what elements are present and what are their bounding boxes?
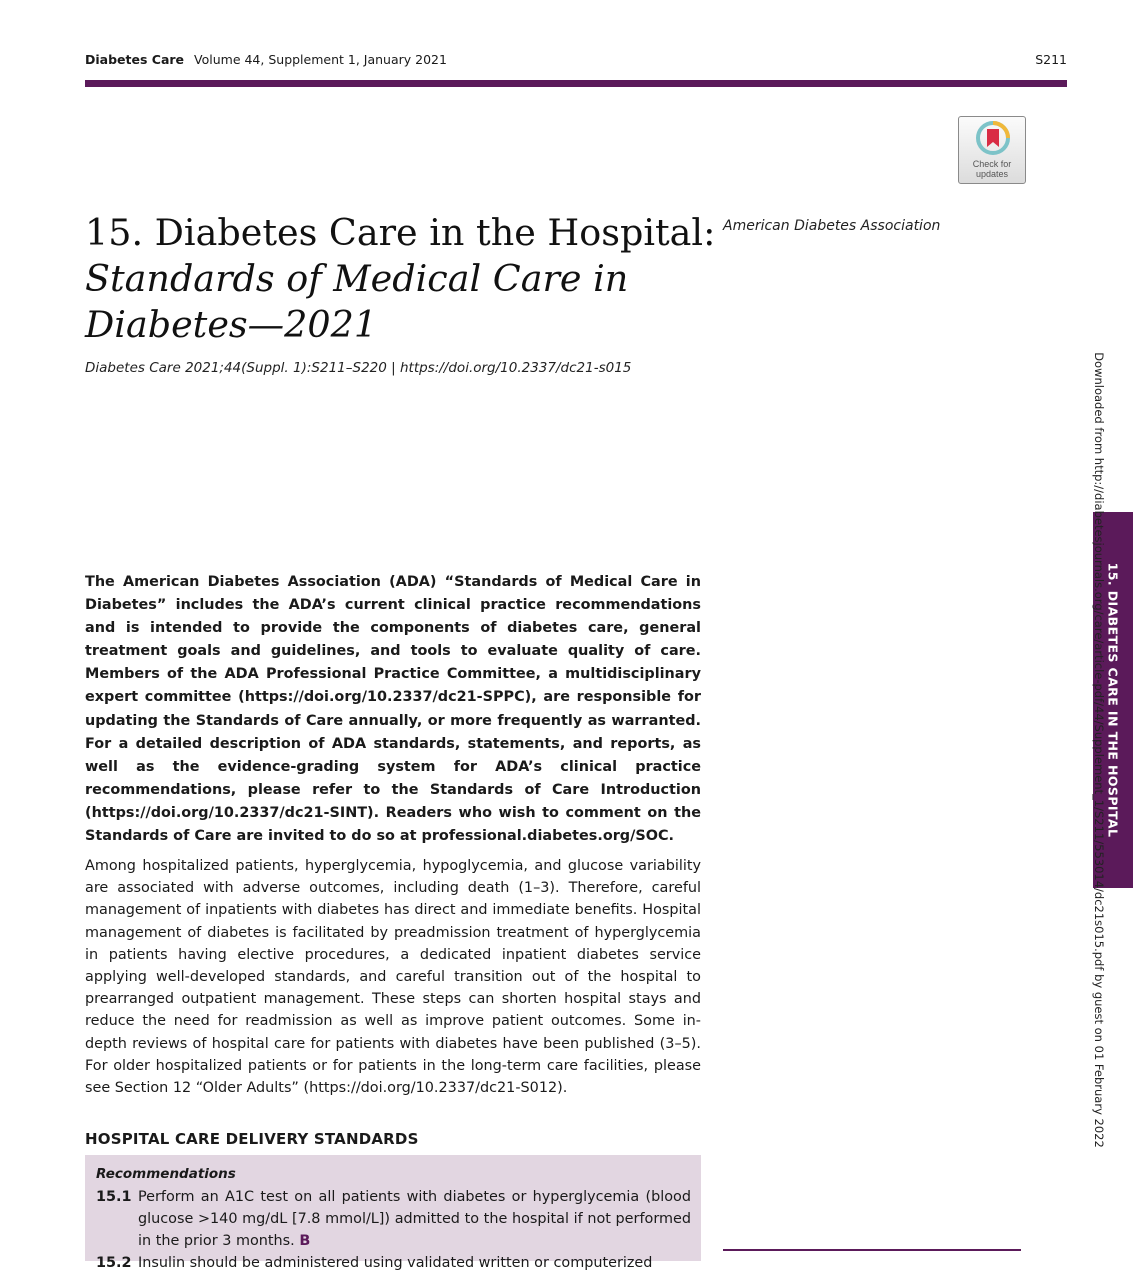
journal-name: Diabetes Care	[85, 52, 185, 67]
bookmark-ribbon-icon	[976, 120, 1010, 156]
citation-line: Diabetes Care 2021;44(Suppl. 1):S211–S220 | https://doi.org/10.2337/dc21-s015	[85, 360, 632, 376]
column-rule	[723, 1249, 1021, 1251]
badge-label-line1: Check for	[972, 159, 1012, 169]
page-number: S211	[1035, 52, 1067, 67]
recommendations-title: Recommendations	[96, 1166, 236, 1182]
badge-label-line2: updates	[975, 169, 1009, 179]
section-heading: HOSPITAL CARE DELIVERY STANDARDS	[85, 1130, 419, 1148]
recommendations-box	[85, 1155, 701, 1271]
recommendation-number: 15.1	[96, 1189, 132, 1205]
recommendation-item	[96, 1252, 691, 1274]
running-head	[85, 52, 1067, 70]
header-rule	[85, 80, 1067, 87]
article-title	[85, 210, 725, 348]
recommendation-item	[96, 1186, 691, 1253]
recommendation-text: Insulin should be administered using validated written or computerized	[138, 1255, 653, 1271]
issue-info: Volume 44, Supplement 1, January 2021	[194, 52, 447, 67]
side-tab-label: 15. DIABETES CARE IN THE HOSPITAL	[1105, 562, 1121, 838]
intro-paragraph: Among hospitalized patients, hyperglycemia, hypoglycemia, and glucose variability are associated with adverse outcomes, including death (1–3). Therefore, careful management of inpatients with diabetes has direct and immediate benefits. Hospital management of diabetes is facilitated by preadmission treatment of hyperglycemia in patients having elective procedures, a dedicated inpatient diabetes service applying well-developed standards, and careful transition out of the hospital to prearranged outpatient management. These steps can shorten hospital stays and reduce the need for readmission as well as improve patient outcomes. Some in-depth reviews of hospital care for patients with diabetes have been published (3–5). For older hospitalized patients or for patients in the long-term care facilities, please see Section 12 “Older Adults” (https://doi.org/10.2337/dc21-S012).	[85, 858, 701, 1097]
recommendation-text: Perform an A1C test on all patients with diabetes or hyperglycemia (blood glucose >140 mg/dL [7.8 mmol/L]) admitted to the hospital if not performed in the prior 3 months.	[138, 1189, 691, 1250]
abstract: The American Diabetes Association (ADA) “Standards of Medical Care in Diabetes” includes the ADA’s current clinical practice recommendations and is intended to provide the components of diabetes care, general treatment goals and guidelines, and tools to evaluate quality of care. Members of the ADA Professional Practice Committee, a multidisciplinary expert committee (https://doi.org/10.2337/dc21-SPPC), are responsible for updating the Standards of Care annually, or more frequently as warranted. For a detailed description of ADA standards, statements, and reports, as well as the evidence-grading system for ADA’s clinical practice recommendations, please refer to the Standards of Care Introduction (https://doi.org/10.2337/dc21-SINT). Readers who wish to comment on the Standards of Care are invited to do so at professional.diabetes.org/SOC.	[85, 574, 701, 845]
title-subtitle: Standards of Medical Care in Diabetes—2021	[85, 257, 629, 346]
download-watermark: Downloaded from http://diabetesjournals.org/care/article-pdf/44/Supplement_1/S211/553014/dc21s015.pdf by guest on 01 February 2022	[1092, 352, 1106, 1148]
check-for-updates-button[interactable]	[958, 116, 1026, 184]
evidence-grade: B	[299, 1233, 311, 1250]
title-main: 15. Diabetes Care in the Hospital:	[85, 211, 716, 254]
recommendation-number: 15.2	[96, 1255, 132, 1271]
author: American Diabetes Association	[723, 218, 941, 234]
